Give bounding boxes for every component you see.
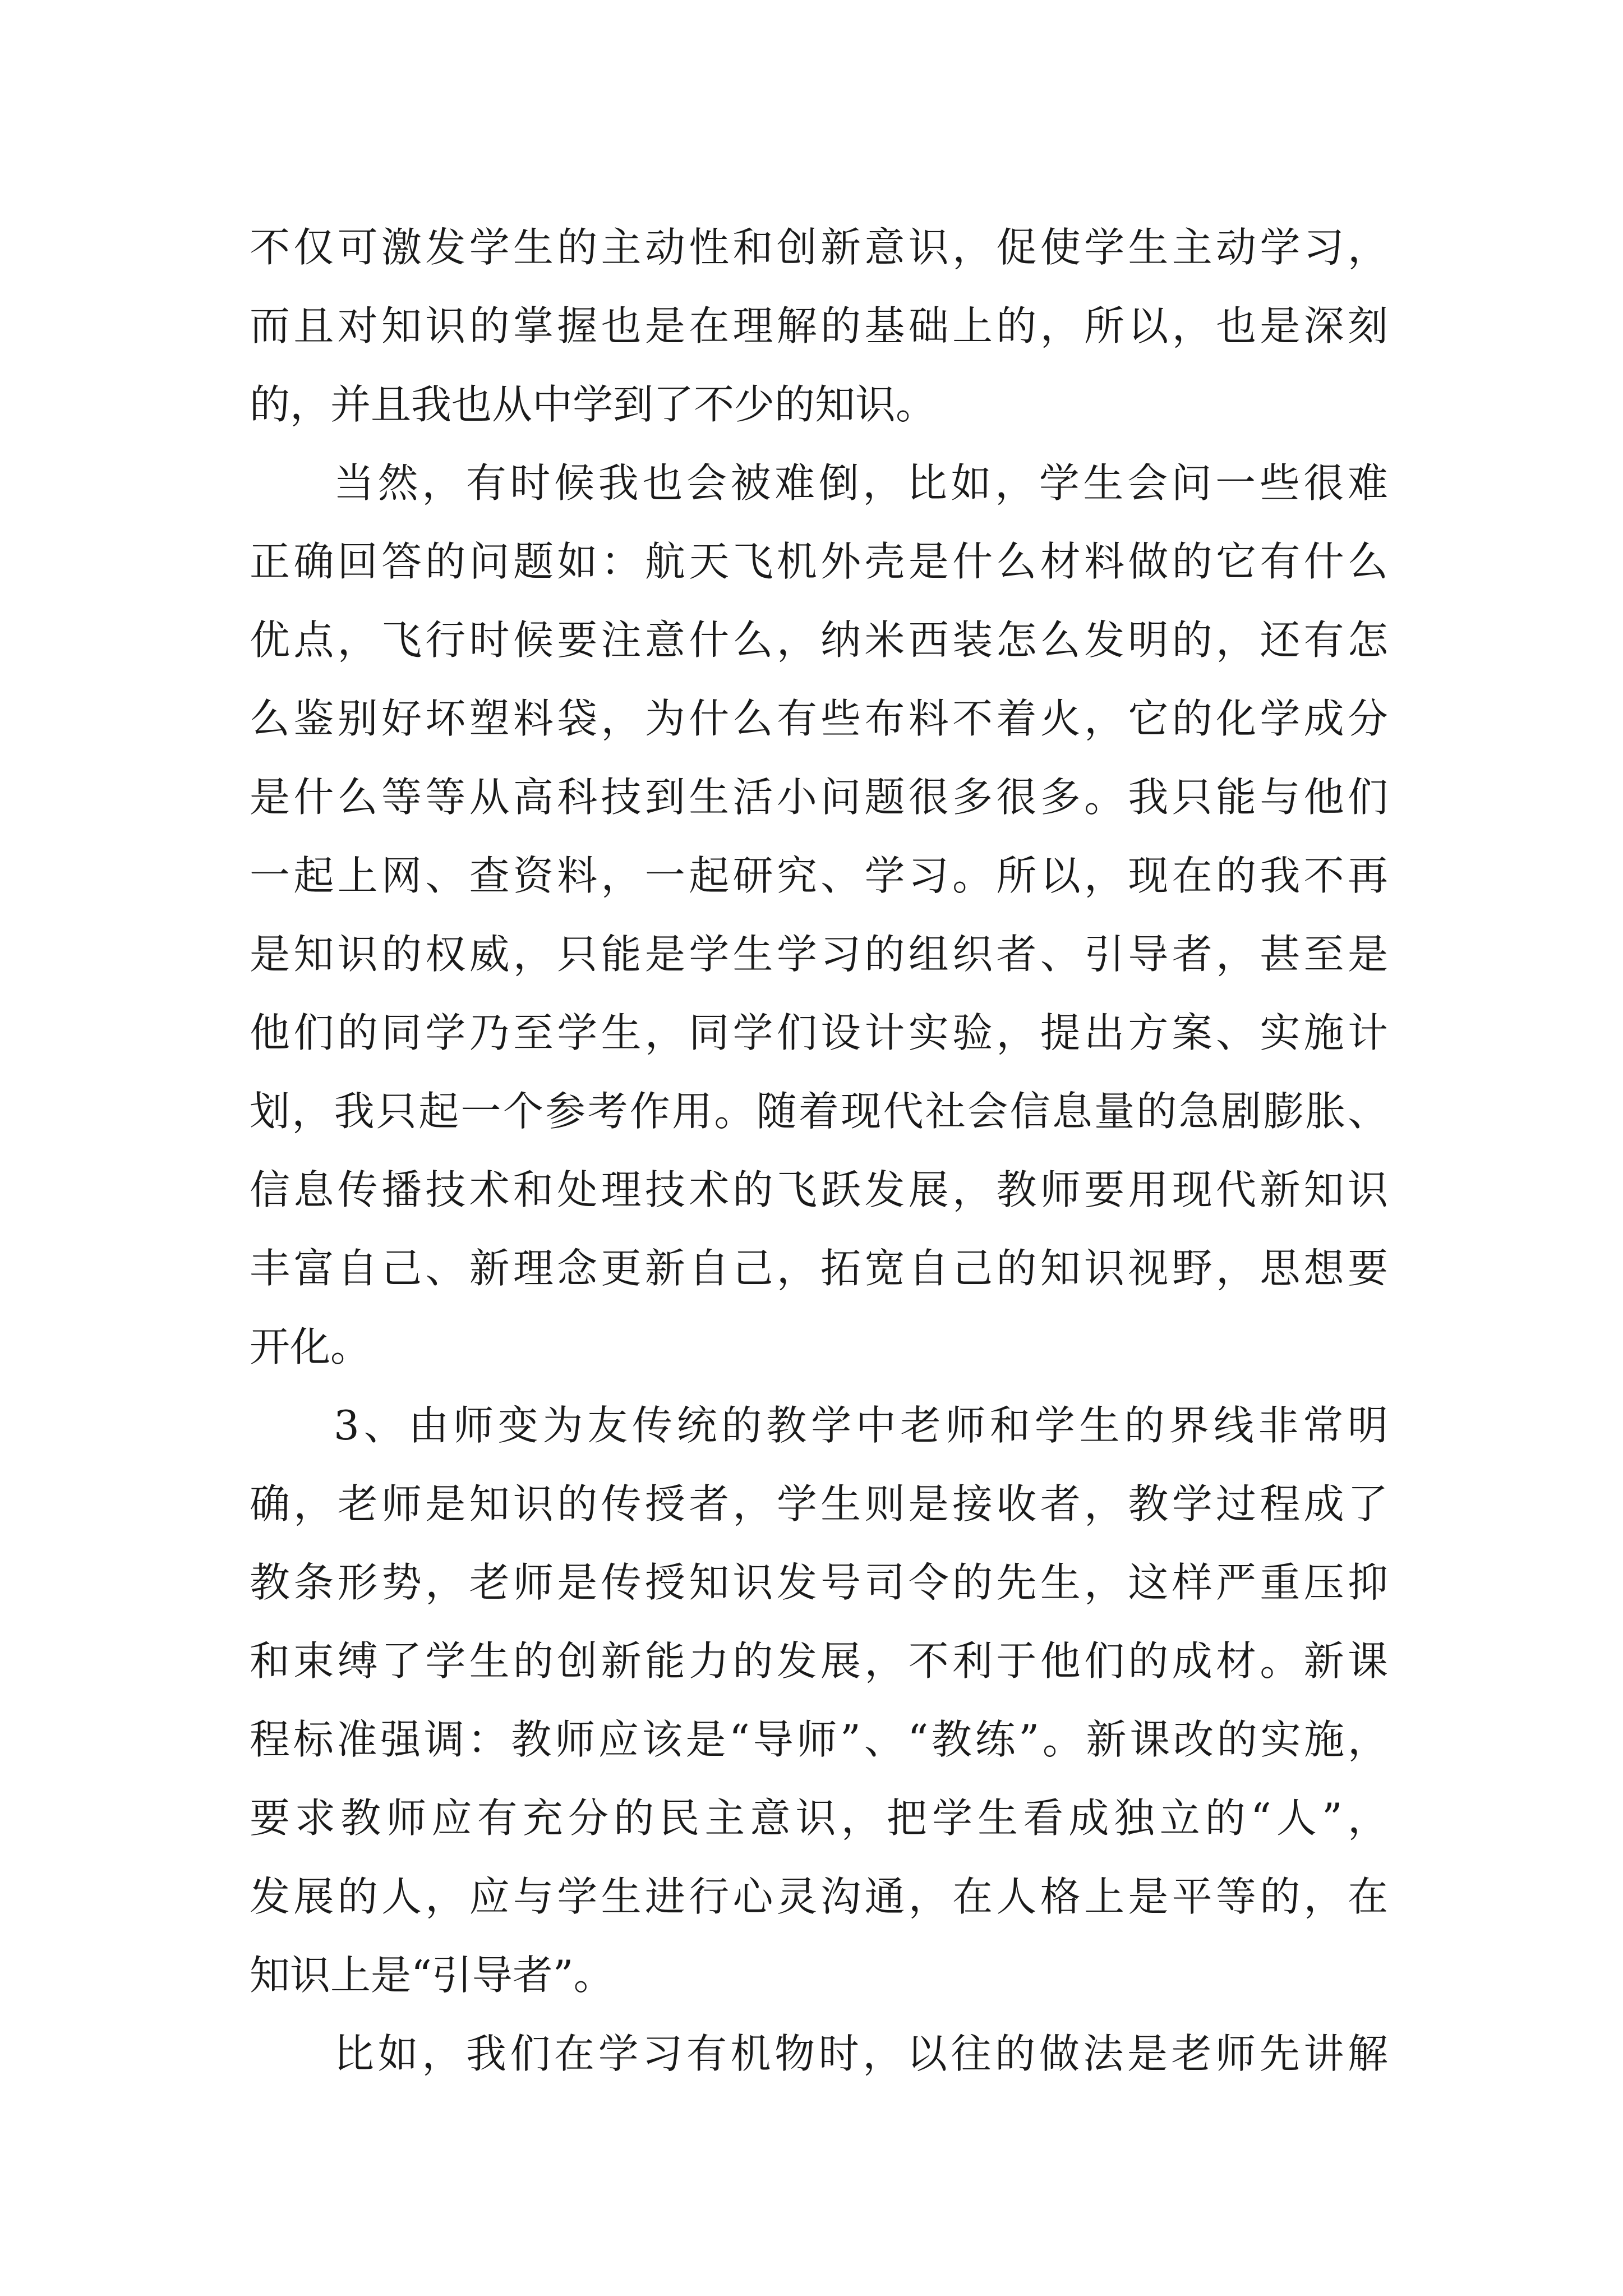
text-line: 当然，有时候我也会被难倒，比如，学生会问一些很难	[334, 459, 1388, 507]
text-line: 确，老师是知识的传授者，学生则是接收者，教学过程成了	[250, 1480, 1388, 1527]
text-line: 优点，飞行时候要注意什么，纳米西装怎么发明的，还有怎	[250, 616, 1388, 664]
text-line: 比如，我们在学习有机物时，以往的做法是老师先讲解	[334, 2030, 1388, 2077]
paragraph-organic-matter	[250, 2014, 1388, 2093]
text-line: 开化。	[250, 1323, 371, 1370]
text-line: 他们的同学乃至学生，同学们设计实验，提出方案、实施计	[250, 1009, 1388, 1056]
text-line: 正确回答的问题如：航天飞机外壳是什么材料做的它有什么	[250, 538, 1388, 585]
text-line: 丰富自己、新理念更新自己，拓宽自己的知识视野，思想要	[250, 1245, 1388, 1292]
text-line: 要求教师应有充分的民主意识，把学生看成独立的“人”，	[250, 1795, 1388, 1842]
text-line: 是知识的权威，只能是学生学习的组织者、引导者，甚至是	[250, 931, 1388, 978]
text-line: 而且对知识的掌握也是在理解的基础上的，所以，也是深刻	[250, 302, 1388, 349]
document-body	[250, 208, 1388, 2093]
text-line: 信息传播技术和处理技术的飞跃发展，教师要用现代新知识	[250, 1166, 1388, 1213]
text-line: 划，我只起一个参考作用。随着现代社会信息量的急剧膨胀、	[250, 1088, 1388, 1135]
text-line: 发展的人，应与学生进行心灵沟通，在人格上是平等的，在	[250, 1873, 1388, 1920]
text-line: 和束缚了学生的创新能力的发展，不利于他们的成材。新课	[250, 1637, 1388, 1685]
text-line: 知识上是“引导者”。	[250, 1952, 614, 1999]
text-line: 么鉴别好坏塑料袋，为什么有些布料不着火，它的化学成分	[250, 695, 1388, 742]
text-line: 一起上网、查资料，一起研究、学习。所以，现在的我不再	[250, 852, 1388, 899]
text-line: 是什么等等从高科技到生活小问题很多很多。我只能与他们	[250, 774, 1388, 821]
text-line: 程标准强调：教师应该是“导师”、“教练”。新课改的实施，	[250, 1716, 1388, 1763]
text-line: 3、由师变为友传统的教学中老师和学生的界线非常明	[334, 1402, 1388, 1449]
paragraph-teacher-to-friend	[250, 1386, 1388, 2014]
text-line: 的，并且我也从中学到了不少的知识。	[250, 381, 937, 428]
text-line: 教条形势，老师是传授知识发号司令的先生，这样严重压抑	[250, 1559, 1388, 1606]
paragraph-continuation	[250, 208, 1388, 444]
text-line: 不仅可激发学生的主动性和创新意识，促使学生主动学习，	[250, 224, 1388, 271]
paragraph-difficult-questions	[250, 444, 1388, 1386]
